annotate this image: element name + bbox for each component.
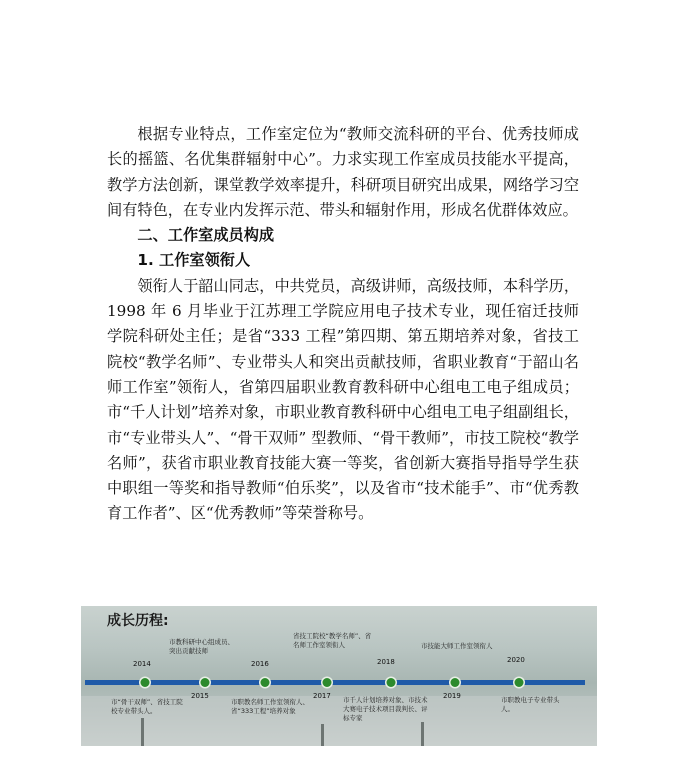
body-text [107,122,579,527]
timeline-note-above: 市教科研中心组成员、突出贡献技师 [169,638,234,655]
timeline-note-below: 市千人计划培养对象、市技术大赛电子技术项目裁判长、评标专家 [343,696,428,722]
timeline-node [451,678,460,687]
timeline-node [387,678,396,687]
year-label: 2019 [443,692,461,700]
year-label: 2020 [507,656,525,664]
timeline-title: 成长历程: [107,613,169,629]
growth-timeline-image [81,606,597,746]
timeline-note-above: 省技工院校“教学名师”、省名师工作室领衔人 [293,632,372,649]
section-heading: 二、工作室成员构成 [137,226,275,245]
year-label: 2018 [377,658,395,666]
timeline-node [141,678,150,687]
timeline-note-below: 市“骨干双师”、省技工院校专业带头人。 [111,698,183,715]
timeline-note-below: 市职教名师工作室领衔人、省“333工程”培养对象 [231,698,309,715]
timeline-note-below: 市职教电子专业带头人。 [501,696,560,713]
year-label: 2014 [133,660,151,668]
year-label: 2015 [191,692,209,700]
leader-bio-paragraph: 领衔人于韶山同志，中共党员，高级讲师，高级技师，本科学历，1998 年 6 月毕业于江苏理工学院应用电子技术专业，现任宿迁技师学院科研处主任；是省“333 工程”第四期、第五期培养对象，省技工院校“教学名师”、专业带头人和突出贡献技师，省职业教育“于韶山名师工作室”领衔人，省第四届职业教育教科研中心组电工电子组成员；市“千人计划”培养对象，市职业教育教科研中心组电工电子组副组长，市“专业带头人”、“骨干双师” 型教师、“骨干教师”，市技工院校“教学名师”，获省市职业教育技能大赛一等奖，省创新大赛指导指导学生获中职组一等奖和指导教师“伯乐奖”，以及省市“技术能手”、市“优秀教育工作者”、区“优秀教师”等荣誉称号。 [107,276,579,523]
positioning-paragraph: 根据专业特点，工作室定位为“教师交流科研的平台、优秀技师成长的摇篮、名优集群辐射中心”。力求实现工作室成员技能水平提高，教学方法创新，课堂教学效率提升，科研项目研究出成果，网络学习空间有特色，在专业内发挥示范、带头和辐射作用，形成名优群体效应。 [107,125,579,219]
timeline-node [323,678,332,687]
year-label: 2016 [251,660,269,668]
timeline-node [261,678,270,687]
year-label: 2017 [313,692,331,700]
subsection-heading: 1. 工作室领衔人 [137,251,251,270]
timeline-line [85,680,585,685]
timeline-node [515,678,524,687]
timeline-note-above: 市技能大师工作室领衔人 [421,642,493,650]
timeline-node [201,678,210,687]
